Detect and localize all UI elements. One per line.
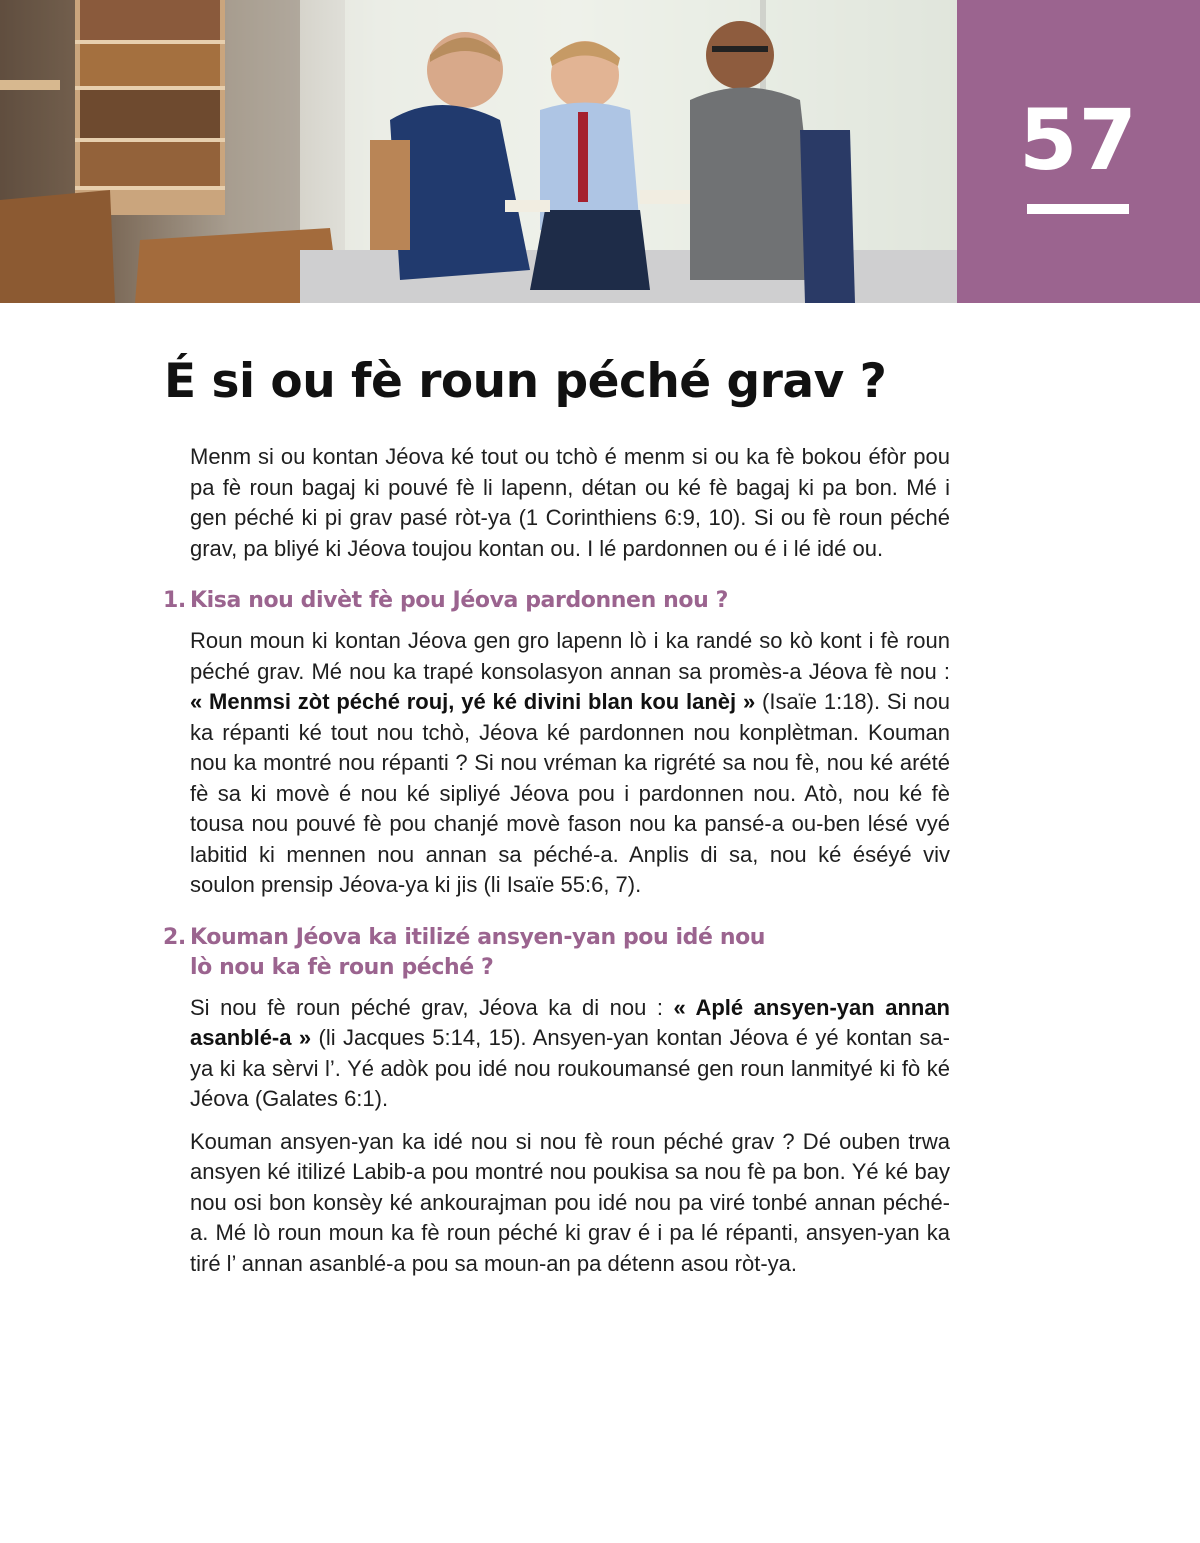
question-heading-line: Kisa nou divèt fè pou Jéova pardonnen nou ? — [190, 588, 728, 613]
answer-text: Si nou fè roun péché grav, Jéova ka di nou : — [190, 994, 674, 1020]
answer-text: Roun moun ki kontan Jéova gen gro lapenn lò i ka randé so kò kont i fè roun péché grav. Mé nou ka trapé konsolasyon annan sa promès-a Jéova fè nou : — [190, 628, 950, 684]
answer-1-paragraph — [190, 626, 950, 901]
question-number: 2. — [163, 924, 186, 950]
intro-paragraph: Menm si ou kontan Jéova ké tout ou tchò é menm si ou ka fè bokou éfòr pou pa fè roun bagaj ki pouvé fè li lapenn, détan ou ké fè bagaj ki pa bon. Mé i gen péché ki pi grav pasé ròt-ya (1 Corinthiens 6:9, 10). Si ou fè roun péché grav, pa bliyé ki Jéova toujou kontan ou. I lé pardonnen ou é i lé idé ou. — [190, 444, 950, 561]
scripture-quote: « Menmsi zòt péché rouj, yé ké divini blan kou lanèj » — [190, 689, 756, 714]
chapter-badge — [957, 0, 1200, 303]
chapter-number: 57 — [1019, 91, 1138, 189]
question-1-heading — [163, 586, 950, 616]
hero-photo — [0, 0, 957, 303]
page-title: É si ou fè roun péché grav ? — [164, 354, 887, 409]
question-heading-line: Kouman Jéova ka itilizé ansyen-yan pou idé nou — [190, 924, 766, 950]
three-men-bible-study-photo — [0, 0, 957, 303]
answer-text: (Isaïe 1:18). Si nou ka répanti ké tout nou tchò, Jéova ké pardonnen nou konplètman. Kouman nou ka montré nou répanti ? Si nou vréman ka rigrété sa nou fè, nou ké arété fè sa ki movè é nou ké sipliyé Jéova pou i pardonnen nou. Atò, nou ké fè tousa nou pouvé fè pou chanjé movè fason nou ka pansé-a ou-ben lésé vyé labitid ki mennen nou annan sa péché-a. Anplis di sa, nou ké éséyé viv soulon prensip Jéova-ya ki jis (li Isaïe 55:6, 7). — [190, 689, 950, 897]
article-body — [163, 442, 950, 1279]
answer-text: (li Jacques 5:14, 15). Ansyen-yan kontan Jéova é yé kontan sa-ya ki ka sèrvi l’. Yé adòk pou idé nou roukoumansé gen roun lanmityé ki fò ké Jéova (Galates 6:1). — [190, 1025, 950, 1111]
question-number: 1. — [163, 588, 186, 613]
answer-2-paragraph — [190, 993, 950, 1115]
answer-2-paragraph-2: Kouman ansyen-yan ka idé nou si nou fè roun péché grav ? Dé ouben trwa ansyen ké itilizé Labib-a pou montré nou poukisa sa nou fè pa bon. Yé ké bay nou osi bon konsèy ké ankourajman pou idé nou pa viré tonbé annan péché-a. Mé lò roun moun ka fè roun péché ki grav é i pa lé répanti, ansyen-yan ka tiré l’ annan asanblé-a pou sa moun-an pa détenn asou ròt-ya. — [190, 1128, 950, 1276]
question-2-heading — [163, 923, 950, 983]
chapter-underline — [1027, 204, 1129, 214]
scripture-quote: « Aplé ansyen-yan annan asanblé-a » — [190, 994, 950, 1050]
question-heading-line: lò nou ka fè roun péché ? — [190, 954, 494, 980]
